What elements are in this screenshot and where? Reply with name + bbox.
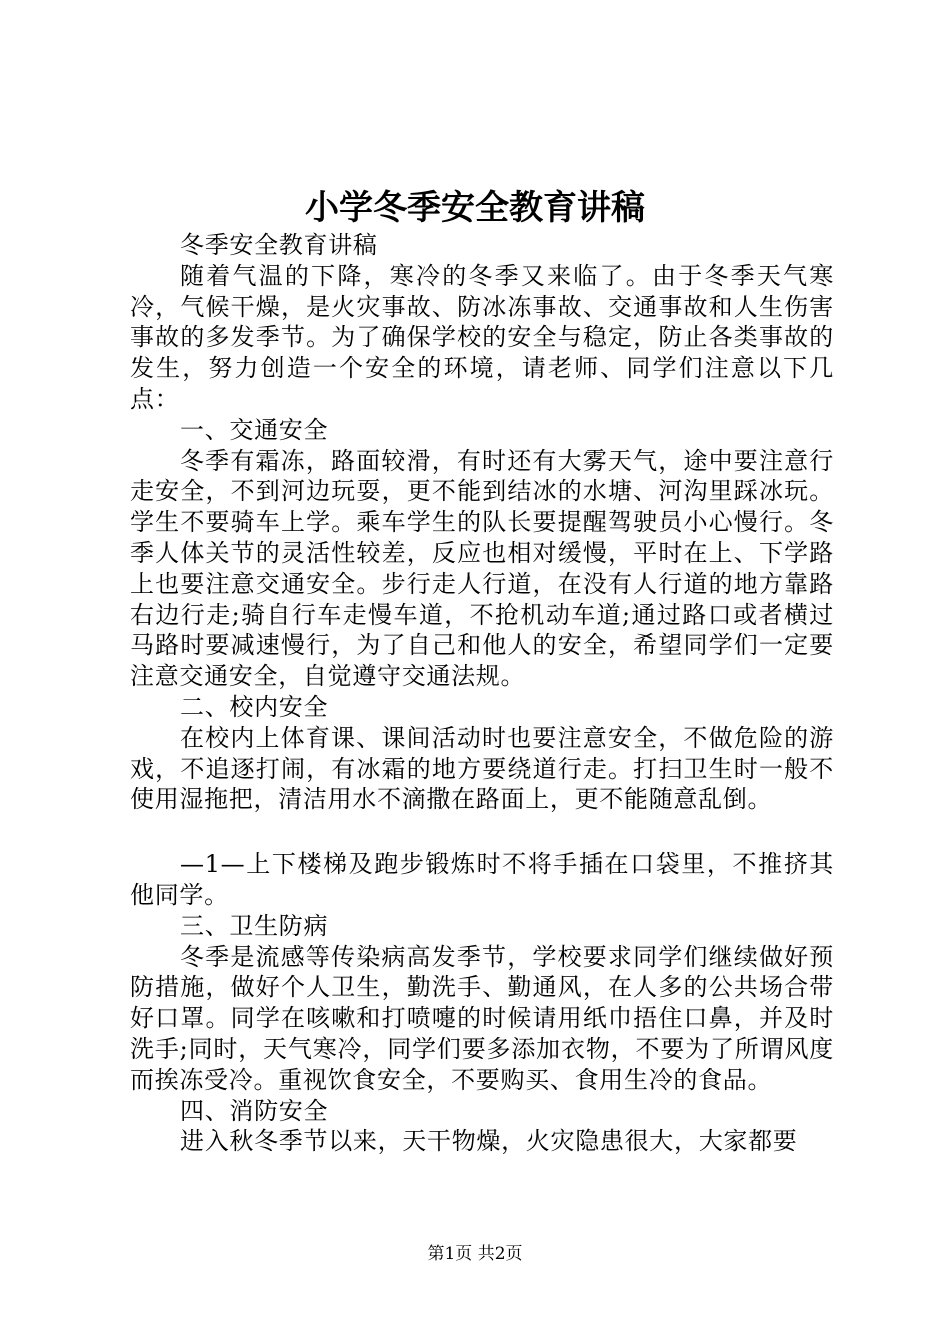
- paragraph-traffic: 冬季有霜冻，路面较滑，有时还有大雾天气，途中要注意行走安全，不到河边玩耍，更不能到结冰的水塘、河沟里踩冰玩。学生不要骑车上学。乘车学生的队长要提醒驾驶员小心慢行。冬季人体关节的灵活性较差，反应也相对缓慢，平时在上、下学路上也要注意交通安全。步行走人行道，在没有人行道的地方靠路右边行走;骑自行车走慢车道，不抢机动车道;通过路口或者横过马路时要减速慢行，为了自己和他人的安全，希望同学们一定要注意交通安全，自觉遵守交通法规。: [130, 446, 834, 691]
- paragraph-intro: 随着气温的下降，寒冷的冬季又来临了。由于冬季天气寒冷，气候干燥，是火灾事故、防冰冻事故、交通事故和人生伤害事故的多发季节。为了确保学校的安全与稳定，防止各类事故的发生，努力创造一个安全的环境，请老师、同学们注意以下几点：: [130, 261, 834, 413]
- section-heading-fire: 四、消防安全: [180, 1096, 329, 1125]
- paragraph-subtitle: 冬季安全教育讲稿: [180, 231, 378, 259]
- paragraph-campus: 在校内上体育课、课间活动时也要注意安全，不做危险的游戏，不追逐打闹，有冰霜的地方要绕道行走。打扫卫生时一般不使用湿拖把，清洁用水不滴撒在路面上，更不能随意乱倒。: [130, 723, 834, 814]
- document-body: [130, 230, 834, 1157]
- section-heading-traffic: 一、交通安全: [180, 415, 329, 444]
- section-heading-campus: 二、校内安全: [180, 692, 329, 721]
- paragraph-stairs: —1—上下楼梯及跑步锻炼时不将手插在口袋里，不推挤其他同学。: [130, 850, 834, 909]
- document-title: 小学冬季安全教育讲稿: [305, 188, 645, 228]
- section-heading-hygiene: 三、卫生防病: [180, 911, 329, 940]
- paragraph-fire: 进入秋冬季节以来，天干物燥，火灾隐患很大，大家都要: [180, 1127, 798, 1156]
- paragraph-hygiene: 冬季是流感等传染病高发季节，学校要求同学们继续做好预防措施，做好个人卫生，勤洗手、勤通风，在人多的公共场合带好口罩。同学在咳嗽和打喷嚏的时候请用纸巾捂住口鼻，并及时洗手;同时，天气寒冷，同学们要多添加衣物，不要为了所谓风度而挨冻受冷。重视饮食安全，不要购买、食用生冷的食品。: [130, 942, 834, 1094]
- page-number-footer: 第1页 共2页: [427, 1244, 523, 1264]
